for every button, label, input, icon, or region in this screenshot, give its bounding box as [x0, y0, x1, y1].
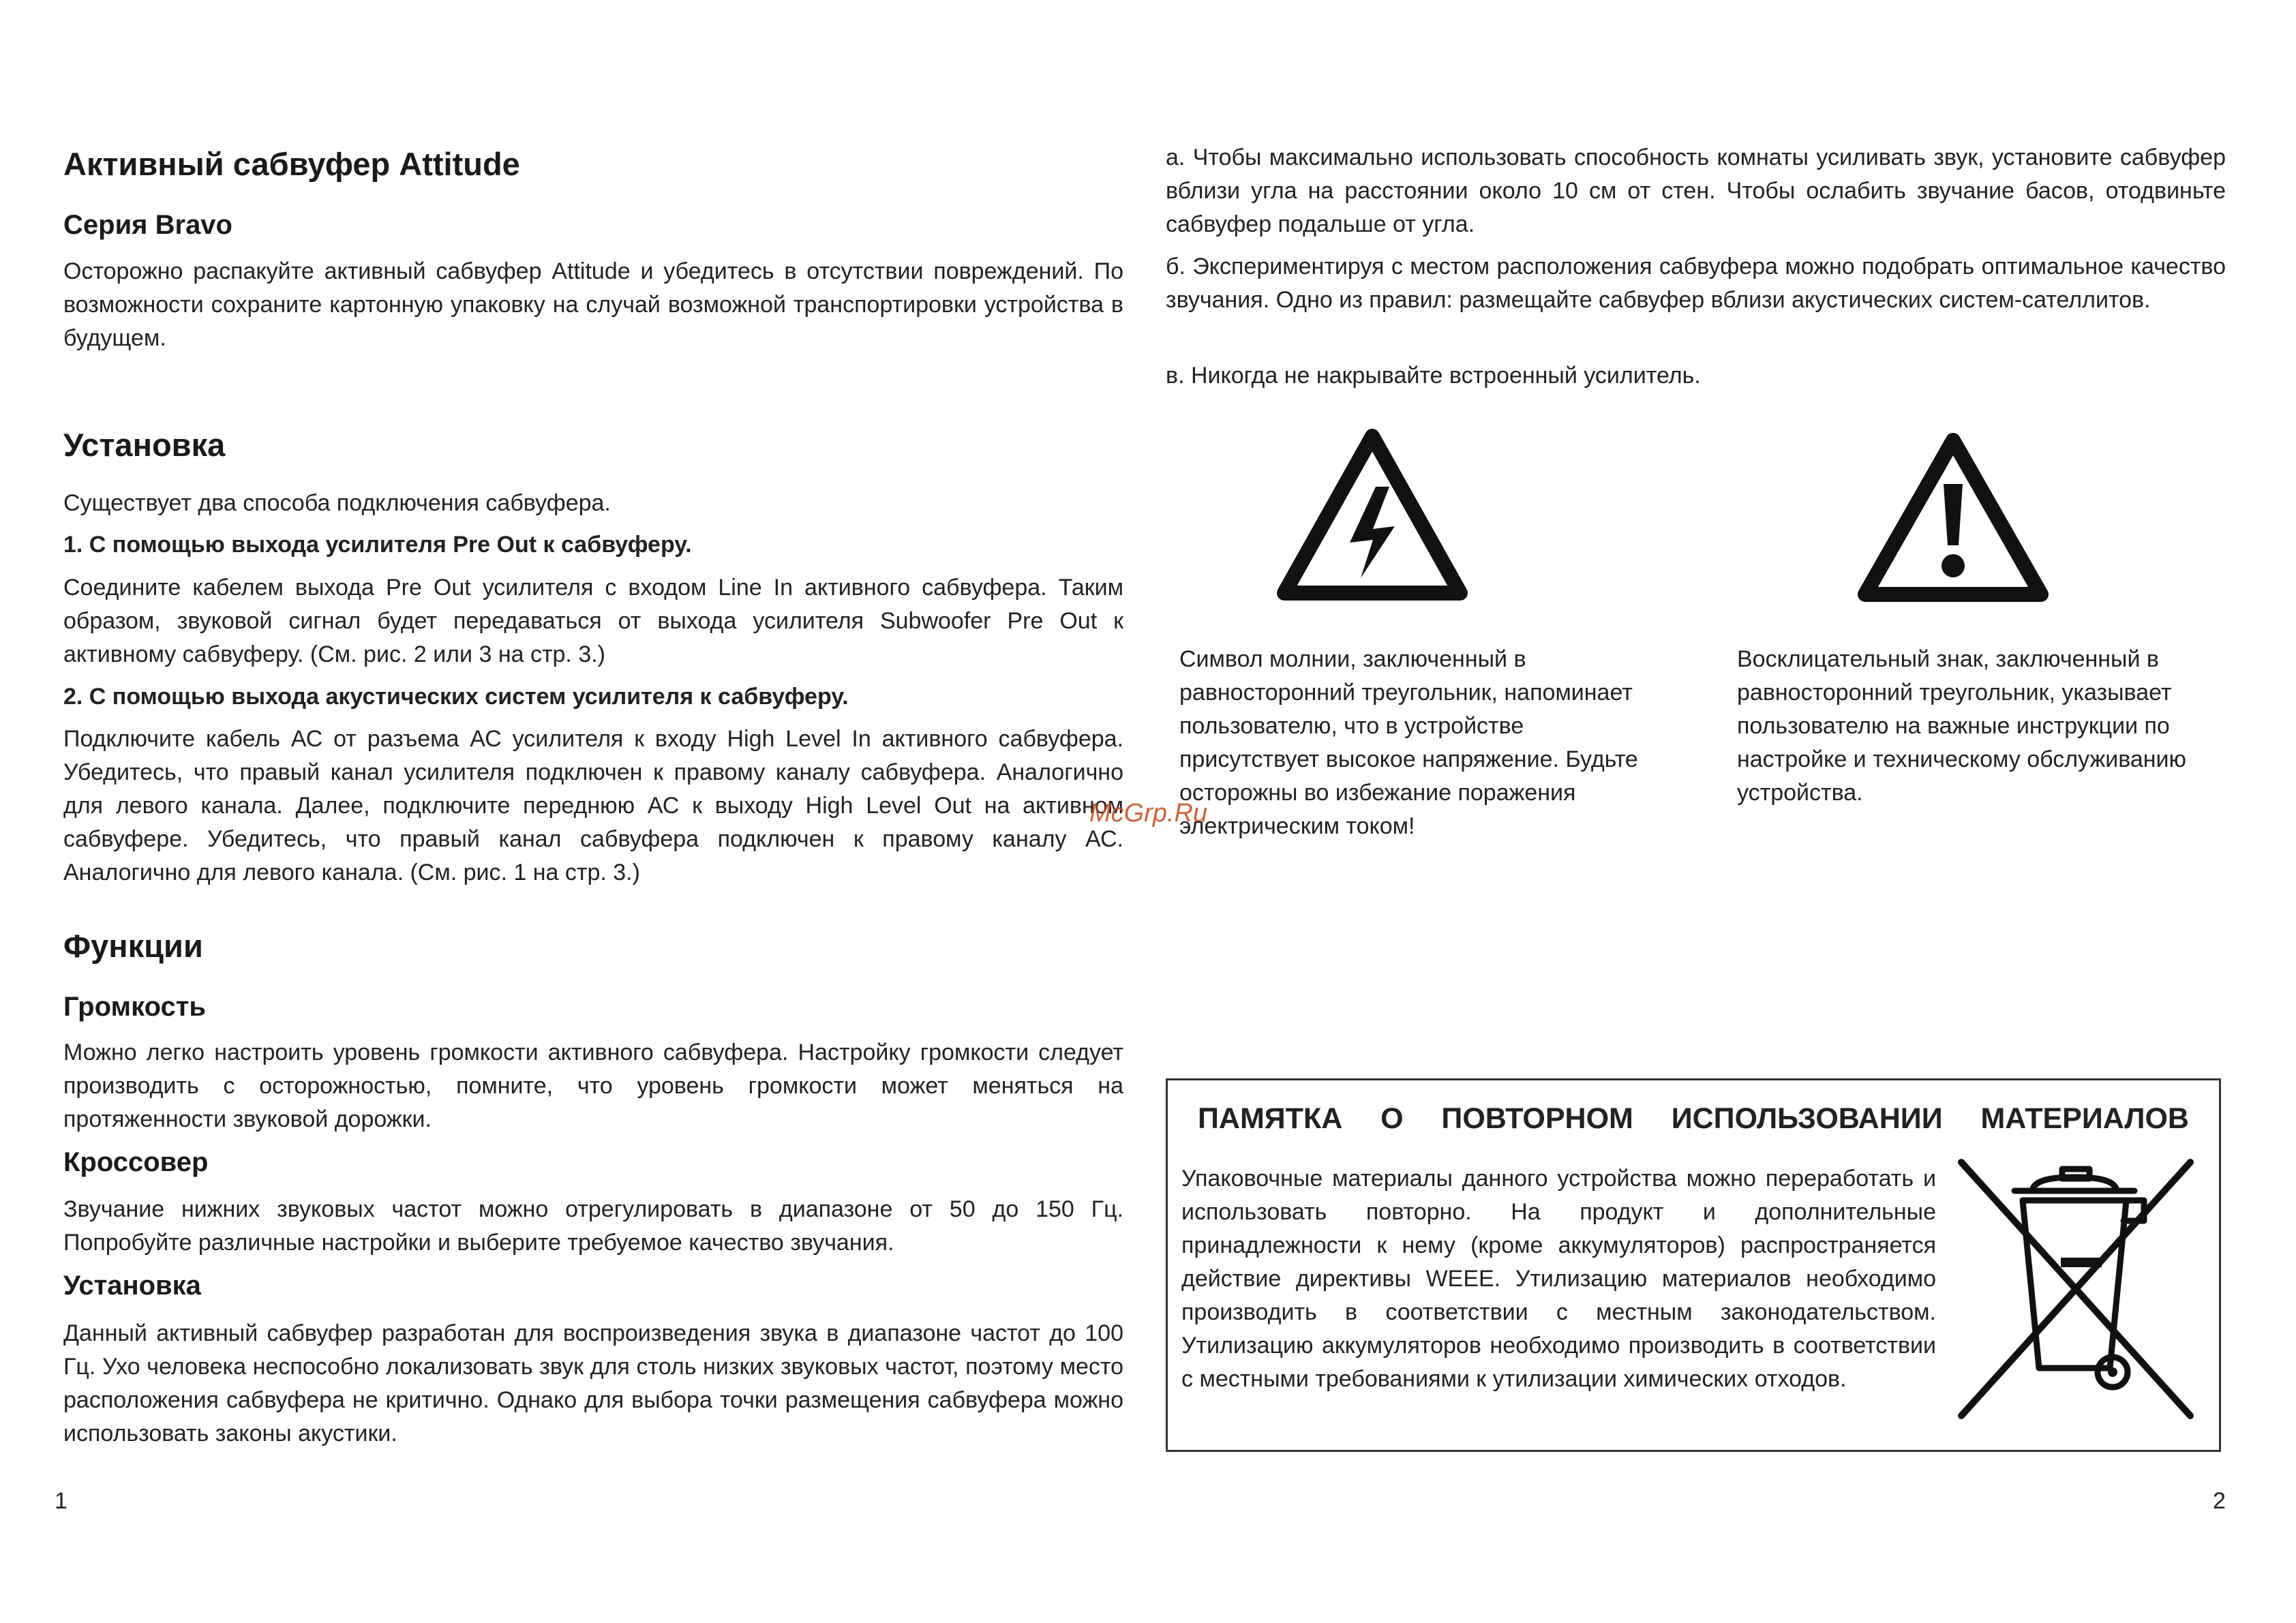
- install-heading: Установка: [63, 427, 226, 463]
- method2-text: Подключите кабель АС от разъема АС усилителя к входу High Level In активного сабвуфера. Убедитесь, что правый канал усилителя подключен к правому каналу сабвуфера. Аналогично для левого канала. Далее, подключите переднюю АС к выходу High Level Out на активном сабвуфере. Убедитесь, что правый канал сабвуфера подключен к правому каналу АС. Аналогично для левого канала. (См. рис. 1 на стр. 3.): [63, 726, 1123, 885]
- recycling-title-word: ПАМЯТКА: [1198, 1102, 1343, 1135]
- recycling-title-word: ИСПОЛЬЗОВАНИИ: [1671, 1102, 1943, 1135]
- page-number-left: 1: [55, 1488, 67, 1514]
- exclamation-warning-text: Восклицательный знак, заключенный в равносторонний треугольник, указывает пользователю на важные инструкции по настройке и техническому обслуживанию устройства.: [1737, 646, 2187, 806]
- tip-b: б. Экспериментируя с местом расположения сабвуфера можно подобрать оптимальное качество звучания. Одно из правил: размещайте сабвуфер вблизи акустических систем-сателлитов.: [1166, 254, 2226, 313]
- recycling-notice-text: Упаковочные материалы данного устройства можно переработать и использовать повторно. На продукт и дополнительные принадлежности к нему (кроме аккумуляторов) распространяется действие директивы WEEE. Утилизацию материалов необходимо производить в соответствии с местным законодательством. Утилизацию аккумуляторов необходимо производить в соответствии с местными требованиями к утилизации химических отходов.: [1181, 1166, 1936, 1392]
- placement-heading: Установка: [63, 1271, 201, 1301]
- page-number-right: 2: [2213, 1488, 2226, 1514]
- tip-c: в. Никогда не накрывайте встроенный усилитель.: [1166, 363, 1701, 389]
- volume-text: Можно легко настроить уровень громкости активного сабвуфера. Настройку громкости следует производить с осторожностью, помните, что уровень громкости может меняться на протяженности звуковой дорожки.: [63, 1040, 1123, 1132]
- recycling-notice-box: [1166, 1078, 2221, 1452]
- lightning-warning-icon: [1273, 427, 1471, 605]
- crossover-heading: Кроссовер: [63, 1147, 209, 1177]
- functions-heading: Функции: [63, 928, 203, 964]
- crossover-text: Звучание нижних звуковых частот можно отрегулировать в диапазоне от 50 до 150 Гц. Попробуйте различные настройки и выберите требуемое качество звучания.: [63, 1196, 1123, 1256]
- recycling-title-word: ПОВТОРНОМ: [1441, 1102, 1633, 1135]
- method1-text: Соедините кабелем выхода Pre Out усилителя с входом Line In активного сабвуфера. Таким образом, звуковой сигнал будет передаваться от выхода усилителя Subwoofer Pre Out к активному сабвуферу. (См. рис. 2 или 3 на стр. 3.): [63, 575, 1123, 667]
- method2-heading: 2. С помощью выхода акустических систем усилителя к сабвуферу.: [63, 684, 849, 710]
- page-title: Активный сабвуфер Attitude: [63, 146, 520, 182]
- lightning-warning-text: Символ молнии, заключенный в равносторонний треугольник, напоминает пользователю, что в устройстве присутствует высокое напряжение. Будьте осторожны во избежание поражения электрическим током!: [1179, 646, 1638, 839]
- watermark: McGrp.Ru: [1089, 799, 1208, 828]
- weee-crossed-bin-icon: [1952, 1155, 2204, 1428]
- placement-text: Данный активный сабвуфер разработан для воспроизведения звука в диапазоне частот до 100 Гц. Ухо человека неспособно локализовать звук для столь низких звуковых частот, поэтому место расположения сабвуфера не критично. Однако для выбора точки размещения сабвуфера можно использовать законы акустики.: [63, 1320, 1123, 1446]
- tip-a: а. Чтобы максимально использовать способность комнаты усиливать звук, установите сабвуфер вблизи угла на расстоянии около 10 см от стен. Чтобы ослабить звучание басов, отодвиньте сабвуфер подальше от угла.: [1166, 145, 2226, 237]
- method1-heading: 1. С помощью выхода усилителя Pre Out к сабвуферу.: [63, 532, 692, 558]
- series-heading: Серия Bravo: [63, 210, 232, 240]
- exclamation-warning-icon: [1854, 431, 2052, 605]
- volume-heading: Громкость: [63, 992, 206, 1022]
- install-intro: Существует два способа подключения сабвуфера.: [63, 490, 611, 516]
- intro-paragraph: Осторожно распакуйте активный сабвуфер Attitude и убедитесь в отсутствии повреждений. По возможности сохраните картонную упаковку на случай возможной транспортировки устройства в будущем.: [63, 258, 1123, 351]
- recycling-title-word: О: [1380, 1102, 1404, 1135]
- recycling-notice-title: [1198, 1099, 2189, 1138]
- recycling-title-word: МАТЕРИАЛОВ: [1980, 1102, 2189, 1135]
